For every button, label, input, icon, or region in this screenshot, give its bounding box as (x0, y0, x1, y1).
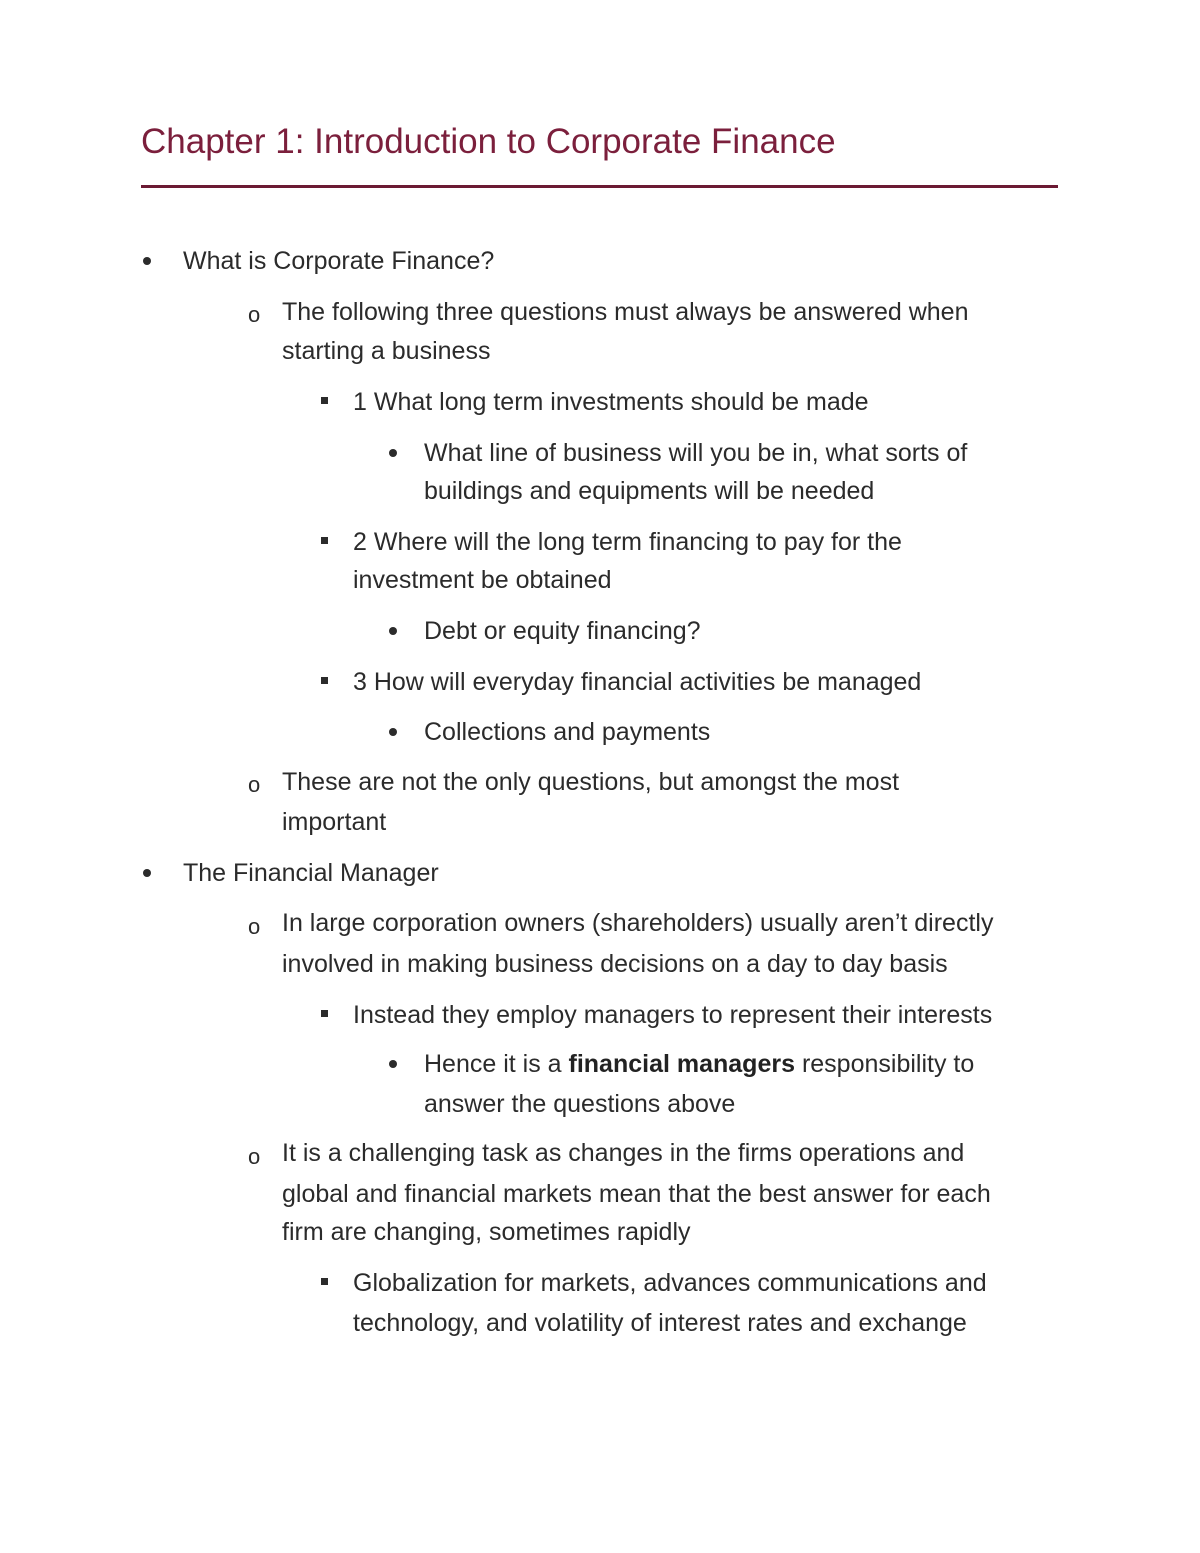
list-item-l7: 2 Where will the long term financing to pay for the (353, 528, 902, 556)
bullet-square-icon (321, 537, 328, 544)
list-item-l15: In large corporation owners (shareholders) usually aren’t directly (282, 909, 994, 937)
list-item-l1: What is Corporate Finance? (183, 247, 495, 275)
bold-term: financial managers (568, 1050, 795, 1078)
bullet-dot-icon (143, 869, 151, 877)
bullet-circle-icon: o (248, 772, 261, 797)
list-item-l23: Globalization for markets, advances communications and (353, 1269, 987, 1297)
list-item-l19: answer the questions above (424, 1090, 736, 1118)
bullet-square-icon (321, 677, 328, 684)
bullet-square-icon (321, 1278, 328, 1285)
list-item-l17: Instead they employ managers to represent their interests (353, 1001, 993, 1029)
text-run: Hence it is a (424, 1050, 569, 1078)
list-item-l24: technology, and volatility of interest rates and exchange (353, 1309, 967, 1337)
bullet-dot-icon (389, 728, 397, 736)
bullet-dot-icon (389, 627, 397, 635)
list-item-l21: global and financial markets mean that the best answer for each (282, 1180, 991, 1208)
list-item-l13: important (282, 808, 387, 836)
bullet-dot-icon (389, 449, 397, 457)
bullet-circle-icon: o (248, 1144, 261, 1169)
list-item-l16: involved in making business decisions on a day to day basis (282, 950, 948, 978)
list-item-l9: Debt or equity financing? (424, 617, 701, 645)
list-item-l3: starting a business (282, 337, 491, 365)
bullet-circle-icon: o (248, 914, 261, 939)
title-underline (141, 185, 1058, 188)
bullet-square-icon (321, 1010, 328, 1017)
text-run: responsibility to (795, 1050, 975, 1078)
bullet-circle-icon: o (248, 302, 261, 327)
bullet-square-icon (321, 397, 328, 404)
list-item-l5: What line of business will you be in, what sorts of (424, 439, 968, 467)
list-item-l10: 3 How will everyday financial activities be managed (353, 668, 922, 696)
list-item-l11: Collections and payments (424, 718, 711, 746)
list-item-l18 (424, 1044, 974, 1084)
list-item-l12: These are not the only questions, but amongst the most (282, 768, 900, 796)
list-item-l22: firm are changing, sometimes rapidly (282, 1218, 691, 1246)
bullet-dot-icon (143, 257, 151, 265)
chapter-title: Chapter 1: Introduction to Corporate Finance (141, 122, 836, 161)
list-item-l6: buildings and equipments will be needed (424, 477, 875, 505)
bullet-dot-icon (389, 1060, 397, 1068)
list-item-l20: It is a challenging task as changes in the firms operations and (282, 1139, 965, 1167)
list-item-l4: 1 What long term investments should be made (353, 388, 869, 416)
list-item-l14: The Financial Manager (183, 859, 439, 887)
list-item-l8: investment be obtained (353, 566, 612, 594)
list-item-l2: The following three questions must always be answered when (282, 298, 969, 326)
